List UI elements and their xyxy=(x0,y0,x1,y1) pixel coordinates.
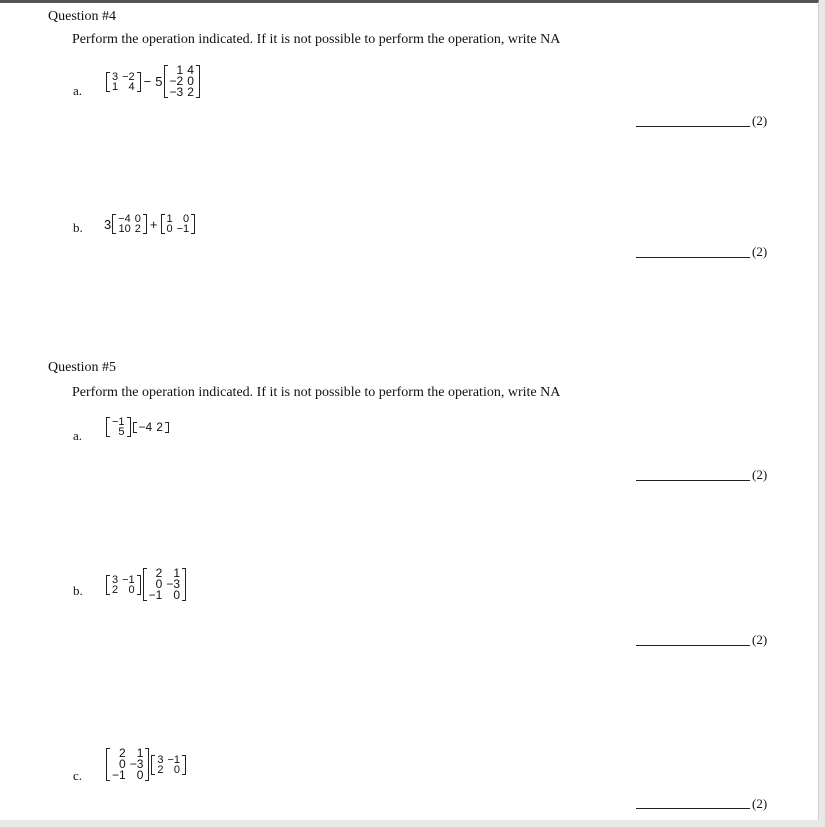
q5-b-matrix-1-cell: 2 xyxy=(112,583,119,596)
q5-b-points: (2) xyxy=(752,632,768,647)
q4-a-minus: − xyxy=(143,74,152,89)
q4-a-answer-line[interactable] xyxy=(636,126,750,127)
q4-b-matrix-2-cell: 1 xyxy=(166,213,173,225)
q5-a-matrix-1 xyxy=(106,417,131,437)
q5-c-points: (2) xyxy=(752,796,768,811)
q4-b-matrix-2-cell: −1 xyxy=(176,223,190,235)
q4-a-matrix-2-cell: −3 xyxy=(169,85,184,99)
q5-c-matrix-1-cell: −3 xyxy=(129,757,144,771)
q5-b-matrix-2-cell: −1 xyxy=(148,588,163,602)
q5-b-label: b. xyxy=(73,583,83,598)
q5-a-answer-line[interactable] xyxy=(636,480,750,481)
q4-a-matrix-1-cell: 3 xyxy=(112,70,119,83)
q5-a-matrix-2-cell: −4 xyxy=(138,419,153,434)
q4-b-matrix-2-grid xyxy=(165,214,192,234)
q5-b-matrix-1 xyxy=(106,575,141,595)
q5-b-matrix-2 xyxy=(143,568,186,601)
q5-c-matrix-1-cell: 1 xyxy=(136,746,144,760)
q5-c-matrix-1-cell: −1 xyxy=(112,768,126,782)
q5-a-matrix-2 xyxy=(133,419,169,434)
q4-a-matrix-1-cell: 4 xyxy=(128,80,135,93)
q4-a-expression xyxy=(106,65,200,98)
q4-a-matrix-1-row xyxy=(110,72,137,82)
question-4-instruction: Perform the operation indicated. If it is not possible to perform the operation, write NA xyxy=(72,32,561,47)
q5-a-matrix-2-row xyxy=(137,422,165,433)
q5-c-matrix-1-row xyxy=(110,770,145,781)
q4-b-matrix-2 xyxy=(161,214,196,234)
q5-b-answer-line[interactable] xyxy=(636,645,750,646)
q4-b-matrix-1-cell: 0 xyxy=(134,213,141,225)
q5-c-matrix-2 xyxy=(151,755,186,775)
q4-a-scalar: 5 xyxy=(155,74,163,89)
q4-b-matrix-1-grid xyxy=(116,214,143,234)
question-5-instruction: Perform the operation indicated. If it is not possible to perform the operation, write NA xyxy=(72,385,561,400)
q4-a-matrix-2-cell: 4 xyxy=(187,63,194,77)
q4-b-matrix-2-cell: 0 xyxy=(166,223,173,235)
q5-c-matrix-2-cell: 0 xyxy=(173,763,181,776)
q4-a-matrix-1-cell: 1 xyxy=(112,80,119,93)
q4-a-matrix-2-cell: 2 xyxy=(187,85,194,99)
q5-b-matrix-2-cell: 0 xyxy=(155,577,163,591)
q5-a-points: (2) xyxy=(752,467,768,482)
q5-c-label: c. xyxy=(73,768,83,783)
q5-b-matrix-1-grid xyxy=(110,575,137,595)
q5-a-matrix-2-cell: 2 xyxy=(156,419,163,434)
q4-b-scalar: 3 xyxy=(104,216,112,232)
q5-b-matrix-2-cell: 1 xyxy=(173,566,181,580)
q4-a-matrix-2-cell: 0 xyxy=(187,74,194,88)
q4-b-matrix-1-row xyxy=(116,224,143,234)
q4-a-matrix-2-cell: 1 xyxy=(176,63,184,77)
q5-c-matrix-1-cell: 0 xyxy=(136,768,144,782)
q5-c-matrix-2-grid xyxy=(155,755,182,775)
q4-a-matrix-2 xyxy=(164,65,200,98)
q5-c-answer-line[interactable] xyxy=(636,808,750,809)
q5-b-matrix-1-row xyxy=(110,575,137,585)
q5-c-matrix-2-row xyxy=(155,755,182,765)
q4-b-matrix-2-row xyxy=(165,224,192,234)
q5-b-matrix-1-row xyxy=(110,585,137,595)
q5-a-label: a. xyxy=(73,428,83,443)
q5-c-matrix-1 xyxy=(106,748,149,781)
q4-a-matrix-1-row xyxy=(110,82,137,92)
q5-b-matrix-2-cell: −3 xyxy=(166,577,181,591)
q5-a-matrix-2-grid xyxy=(137,419,165,434)
q5-b-matrix-2-grid xyxy=(147,568,182,601)
q4-b-matrix-1-cell: 10 xyxy=(118,223,131,235)
q5-c-matrix-2-cell: 3 xyxy=(157,753,164,766)
q4-a-matrix-1-cell: −2 xyxy=(122,70,135,83)
q4-b-matrix-1 xyxy=(112,214,147,234)
q4-a-label: a. xyxy=(73,83,83,98)
q5-a-matrix-1-row xyxy=(110,427,127,437)
q4-b-matrix-2-cell: 0 xyxy=(183,213,190,225)
q4-b-label: b. xyxy=(73,220,83,235)
q5-c-matrix-2-cell: −1 xyxy=(167,753,181,766)
q5-c-matrix-1-cell: 0 xyxy=(119,757,126,771)
q5-c-matrix-1-grid xyxy=(110,748,145,781)
q5-a-matrix-1-cell: −1 xyxy=(112,416,125,428)
q5-c-matrix-2-cell: 2 xyxy=(157,763,164,776)
q5-a-matrix-1-grid xyxy=(110,417,127,437)
q4-b-answer-line[interactable] xyxy=(636,257,750,258)
q4-b-expression xyxy=(104,214,195,234)
q4-b-matrix-1-cell: −4 xyxy=(118,213,131,225)
question-4-heading: Question #4 xyxy=(48,9,117,24)
q5-b-matrix-1-cell: −1 xyxy=(122,573,135,586)
q5-b-matrix-2-cell: 0 xyxy=(173,588,181,602)
q4-a-matrix-2-row xyxy=(168,87,196,98)
q5-b-matrix-2-cell: 2 xyxy=(155,566,163,580)
q4-a-points: (2) xyxy=(752,113,768,128)
q5-c-matrix-2-row xyxy=(155,765,182,775)
q4-b-plus: + xyxy=(149,216,158,232)
q4-a-matrix-2-cell: −2 xyxy=(169,74,184,88)
q4-a-matrix-2-grid xyxy=(168,65,196,98)
q4-b-points: (2) xyxy=(752,244,768,259)
q5-a-expression xyxy=(106,417,169,437)
q5-c-matrix-1-cell: 2 xyxy=(119,746,126,760)
q5-a-matrix-1-cell: 5 xyxy=(118,426,125,438)
q5-b-matrix-2-row xyxy=(147,590,182,601)
q4-a-matrix-1 xyxy=(106,72,141,92)
q5-b-matrix-1-cell: 0 xyxy=(128,583,135,596)
q5-b-matrix-1-cell: 3 xyxy=(112,573,119,586)
q4-a-matrix-1-grid xyxy=(110,72,137,92)
q5-c-expression xyxy=(106,748,186,781)
q4-b-matrix-1-cell: 2 xyxy=(134,223,141,235)
q5-b-expression xyxy=(106,568,186,601)
question-5-heading: Question #5 xyxy=(48,360,117,375)
